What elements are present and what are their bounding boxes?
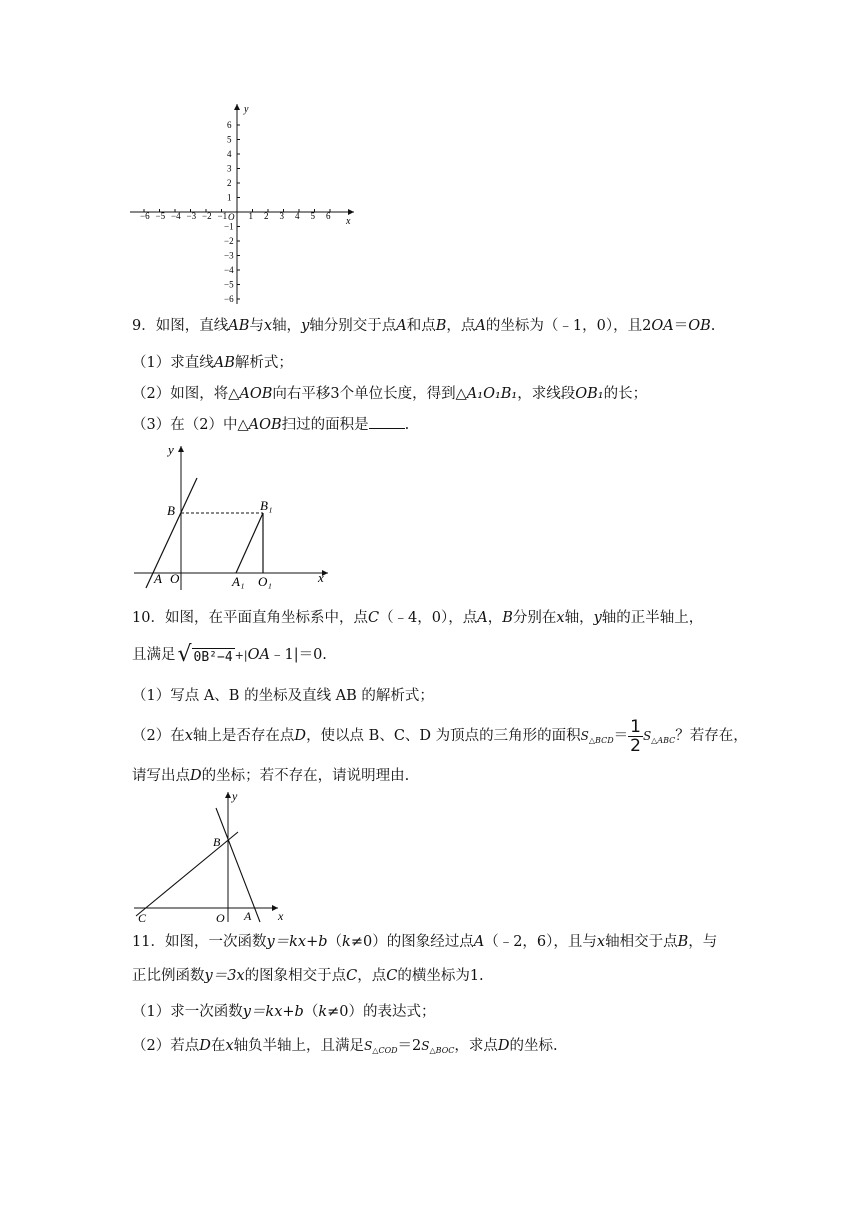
segment-a1-b1 (236, 513, 263, 573)
x-tick-label: 1 (248, 211, 253, 221)
y-tick-label: −1 (224, 221, 234, 232)
origin-label: O (228, 212, 235, 222)
x-tick-label: −4 (171, 211, 181, 221)
y-tick-label: 4 (227, 149, 232, 159)
y-tick-label: 5 (227, 134, 232, 145)
x-tick-label: 3 (279, 211, 284, 221)
q10-figure (132, 788, 292, 924)
q10-stem-line2: 且满足 √ 0B²−4 +|OA﹣1|＝0. (132, 642, 327, 667)
x-tick-label: −3 (186, 211, 197, 221)
sqrt-expression: √ 0B²−4 (177, 642, 233, 667)
q9-figure (132, 440, 338, 590)
x-tick-label: 4 (295, 211, 300, 221)
y-tick-label: 3 (227, 163, 232, 174)
label-B: B (167, 503, 175, 518)
label-B1: B₁ (260, 498, 273, 513)
q10-part2-line2: 请写出点D的坐标；若不存在，请说明理由. (132, 768, 410, 784)
label-y: y (168, 442, 174, 457)
q10-part2: （2）在x轴上是否存在点D，使以点 B、C、D 为顶点的三角形的面积$S_{\triangle BCD}=$ $\frac{1}{2}$ $S_{\triangle ABC}$？若存在， (132, 716, 748, 756)
line-cb (136, 832, 238, 916)
x-tick-label: −2 (202, 211, 212, 221)
label-O1: O₁ (258, 574, 272, 589)
label-A: A (154, 571, 162, 586)
q11-stem-line2: 正比例函数y＝3x的图象相交于点C，点C的横坐标为1. (132, 968, 484, 984)
coordinate-grid-figure (126, 100, 362, 306)
q9-part1: （1）求直线AB解析式； (132, 355, 293, 371)
q11-part1: （1）求一次函数y＝kx+b（k≠0）的表达式； (132, 1004, 436, 1020)
line-ab (216, 808, 260, 922)
axis-label-y: y (244, 104, 249, 115)
x-tick-label: −6 (140, 211, 150, 221)
q9-part3: （3）在（2）中△AOB扫过的面积是 . (132, 414, 409, 435)
y-tick-label: −3 (224, 250, 234, 261)
label-x: x (318, 570, 324, 585)
y-tick-label: 1 (227, 192, 232, 203)
q10-part1: （1）写点 A、B 的坐标及直线 AB 的解析式； (132, 688, 434, 704)
x-tick-label: 2 (264, 211, 269, 221)
label-O: O (170, 571, 180, 586)
q9-stem: 9．如图，直线AB与x轴，y轴分别交于点A和点B，点A的坐标为（﹣1，0），且2OA＝OB. (132, 318, 716, 334)
x-tick-label: 5 (310, 211, 315, 221)
answer-blank[interactable] (369, 414, 405, 429)
fraction-one-half: $\frac{1}{2}$ (630, 716, 641, 756)
y-tick-label: −4 (224, 265, 234, 275)
q9-part2: （2）如图，将△AOB向右平移3个单位长度，得到△A₁O₁B₁，求线段OB₁的长； (132, 386, 648, 402)
label-x: x (278, 909, 284, 923)
y-tick-label: 6 (227, 120, 232, 130)
y-tick-label: 2 (227, 178, 232, 188)
label-A: A (244, 909, 252, 923)
y-tick-label: −6 (224, 294, 234, 304)
x-tick-labels (140, 209, 331, 221)
label-O: O (216, 911, 225, 924)
axis-label-x: x (346, 216, 351, 227)
q10-stem-line1: 10．如图，在平面直角坐标系中，点C（﹣4，0），点A，B分别在x轴，y轴的正半轴上， (132, 610, 704, 626)
y-tick-label: −2 (224, 236, 234, 246)
label-B: B (213, 835, 221, 849)
q11-part2: （2）若点D在x轴负半轴上，且满足$S_{\triangle COD}=2S_{\triangle BOC}$，求点D的坐标. (132, 1038, 558, 1055)
x-tick-label: −1 (217, 211, 228, 221)
x-tick-label: −5 (155, 211, 166, 221)
label-A1: A₁ (232, 574, 245, 589)
label-C: C (138, 911, 147, 924)
q11-stem-line1: 11．如图，一次函数y＝kx+b（k≠0）的图象经过点A（﹣2，6），且与x轴相交于点B，与 (132, 934, 718, 950)
label-y: y (232, 789, 238, 803)
x-tick-label: 6 (326, 211, 331, 221)
y-tick-label: −5 (224, 279, 234, 290)
